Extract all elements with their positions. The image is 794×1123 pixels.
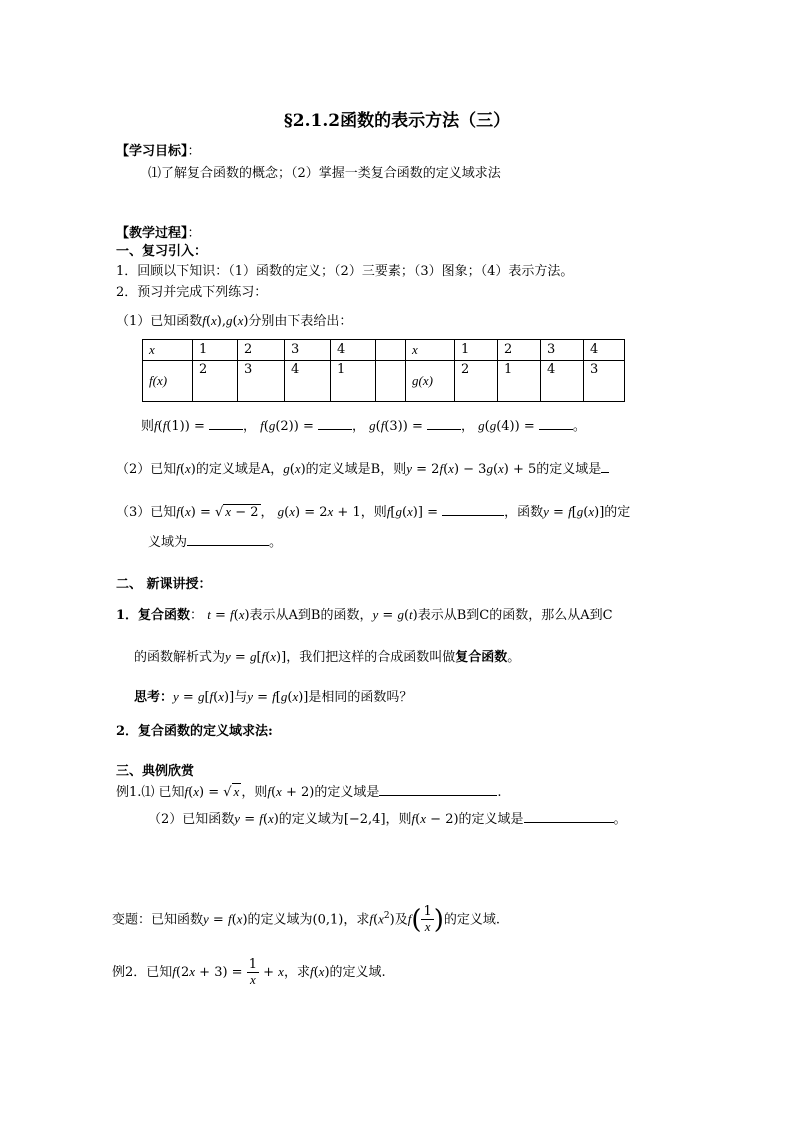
question-2-pre: （2）已知 xyxy=(116,462,177,477)
function-table xyxy=(142,339,625,402)
table-cell-g-x-header: x xyxy=(406,340,455,361)
variant-mid: 的定义域为 xyxy=(247,912,313,928)
example-1-1-mid: ，则 xyxy=(241,785,268,800)
table-row xyxy=(143,361,625,402)
reciprocal-fraction: $\frac{1}{x}$ xyxy=(423,904,432,935)
answer-blank[interactable] xyxy=(539,417,573,430)
example-1-1-tail: 的定义域是 xyxy=(314,785,380,800)
review-item-2: 2．预习并完成下列练习： xyxy=(116,285,268,300)
answer-blank[interactable] xyxy=(427,417,461,430)
table-cell: 4 xyxy=(584,340,625,361)
example-1-2-mid: 的定义域为 xyxy=(278,812,344,827)
question-3: （3）已知f(x) = √ x − 2 ， g(x) = 2x + 1，则f[g(x)] = ，函数y = f[g(x)]的定 xyxy=(116,504,631,520)
example-1-1-end: . xyxy=(497,785,502,800)
table-spacer-cell xyxy=(376,361,406,402)
question-1-then: 则 xyxy=(141,419,155,434)
answer-blank[interactable] xyxy=(442,503,504,516)
review-item-1: 1．回顾以下知识：（1）函数的定义；（2）三要素；（3）图象；（4）表示方法。 xyxy=(116,264,574,279)
composite-label: 1．复合函数 xyxy=(116,608,191,623)
table-cell-g-label: g(x) xyxy=(406,361,455,402)
answer-blank[interactable] xyxy=(379,783,497,796)
table-cell: 2 xyxy=(455,361,498,402)
think-mid: 与 xyxy=(234,690,248,705)
objectives-heading-colon: ： xyxy=(187,144,201,159)
table-cell: 1 xyxy=(455,340,498,361)
composite-line2-pre: 的函数解析式为 xyxy=(134,650,226,665)
table-spacer-cell xyxy=(376,340,406,361)
think-question: 思考：y = g[f(x)]与y = f[g(x)]是相同的函数吗？ xyxy=(134,689,413,705)
question-1-intro: （1）已知函数f(x),g(x)分别由下表给出： xyxy=(116,313,353,329)
question-2-mid2: 的定义域是B，则 xyxy=(305,462,407,477)
composite-definition-line2: 的函数解析式为y = g[f(x)]，我们把这样的合成函数叫做复合函数。 xyxy=(134,649,521,665)
answer-blank[interactable] xyxy=(318,417,352,430)
example-2-end: 的定义域. xyxy=(329,965,386,980)
section-3-heading: 三、典例欣赏 xyxy=(116,764,195,779)
example-1-2-pre: （2）已知函数 xyxy=(148,812,235,827)
table-cell: 4 xyxy=(541,361,584,402)
process-heading-colon: ： xyxy=(187,226,201,241)
variant-mid2: ，求 xyxy=(343,912,370,928)
objectives-heading-label: 【学习目标】 xyxy=(116,144,188,159)
table-cell-f-x-header: x xyxy=(143,340,193,361)
question-1-intro-text: （1）已知函数 xyxy=(116,314,203,329)
question-3-line2-text: 义域为 xyxy=(148,535,188,550)
question-3-tail: 的定 xyxy=(604,505,631,520)
question-2-tail: 的定义域是 xyxy=(536,462,602,477)
review-heading: 一、复习引入： xyxy=(116,244,208,259)
question-1-functions: f xyxy=(202,313,206,328)
composite-text-a: 表示从A到B的函数， xyxy=(249,608,373,623)
table-cell-f-label: f(x) xyxy=(143,361,193,402)
table-cell: 2 xyxy=(238,340,285,361)
question-3-line2 xyxy=(148,531,282,550)
answer-blank[interactable] xyxy=(187,533,269,546)
table-cell: 3 xyxy=(238,361,285,402)
example-1-2: （2）已知函数y = f(x)的定义域为[−2,4]，则f(x − 2)的定义域是 。 xyxy=(148,811,627,827)
example-1-1: 例1.⑴ 已知f(x) = √ x ，则f(x + 2)的定义域是 . xyxy=(116,784,502,800)
composite-definition: 1．复合函数： t = f(x)表示从A到B的函数，y = g(t)表示从B到C的函数，那么从A到C xyxy=(116,607,613,623)
domain-method-heading: 2．复合函数的定义域求法: xyxy=(116,724,273,739)
example-1-2-mid2: ，则 xyxy=(385,812,412,827)
process-heading-label: 【教学过程】 xyxy=(116,226,188,241)
objectives-heading xyxy=(116,140,201,159)
example-1-1-pre: 例1.⑴ 已知 xyxy=(116,785,185,800)
process-heading xyxy=(116,222,201,241)
composite-line2-end: 。 xyxy=(507,650,521,665)
variant-and: 及 xyxy=(394,912,408,928)
variant-pre: 变题：已知函数 xyxy=(112,912,204,928)
table-cell: 3 xyxy=(541,340,584,361)
table-cell: 2 xyxy=(193,361,238,402)
composite-line2-mid: ，我们把这样的合成函数叫做 xyxy=(286,650,456,665)
think-end: 是相同的函数吗？ xyxy=(308,690,413,705)
answer-blank[interactable] xyxy=(524,810,614,823)
answer-blank[interactable] xyxy=(601,460,609,473)
question-3-end: 。 xyxy=(269,535,283,550)
question-3-mid1: ，则 xyxy=(360,505,387,520)
variant-end: 的定义域. xyxy=(443,912,501,928)
question-3-pre: （3）已知 xyxy=(116,505,177,520)
page-title: §2.1.2函数的表示方法（三） xyxy=(283,111,511,131)
question-1-intro-tail: 分别由下表给出： xyxy=(248,314,353,329)
variant-question: 变题：已知函数y = f(x)的定义域为(0,1)，求$f(x^2)$及f( $\frac{1}{x}$ )的定义域. xyxy=(112,904,501,935)
example-2-pre: 例2．已知 xyxy=(112,965,173,980)
question-1-blanks: 则f(f(1)) = ， f(g(2)) = ， g(f(3)) = ， g(g(4)) = 。 xyxy=(141,418,586,434)
think-label: 思考： xyxy=(134,690,174,705)
table-row xyxy=(143,340,625,361)
table-cell: 4 xyxy=(285,361,331,402)
table-cell: 1 xyxy=(193,340,238,361)
table-cell: 2 xyxy=(498,340,541,361)
question-2-mid1: 的定义域是A， xyxy=(195,462,284,477)
example-2-mid: ，求 xyxy=(283,965,310,980)
section-2-heading: 二、 新课讲授： xyxy=(116,577,212,592)
example-2-fraction: $\frac{1}{x}$ xyxy=(248,957,257,987)
table-cell: 4 xyxy=(331,340,376,361)
example-1-2-end: 。 xyxy=(613,812,627,827)
example-1-2-tail: 的定义域是 xyxy=(458,812,524,827)
question-2: （2）已知f(x)的定义域是A，g(x)的定义域是B，则y = 2f(x) − 3g(x) + 5的定义域是 xyxy=(116,458,609,477)
composite-text-b: 表示从B到C的函数，那么从A到C xyxy=(417,608,613,623)
table-cell: 3 xyxy=(285,340,331,361)
answer-blank[interactable] xyxy=(209,417,243,430)
table-cell: 3 xyxy=(584,361,625,402)
example-2: 例2．已知f(2x + 3) = $\frac{1}{x}$ + x，求f(x)的定义域. xyxy=(112,957,386,987)
objectives-text: ⑴了解复合函数的概念；（2）掌握一类复合函数的定义域求法 xyxy=(148,166,501,181)
question-3-mid2: ，函数 xyxy=(504,505,544,520)
table-cell: 1 xyxy=(331,361,376,402)
table-cell: 1 xyxy=(498,361,541,402)
composite-term: 复合函数 xyxy=(455,650,508,665)
